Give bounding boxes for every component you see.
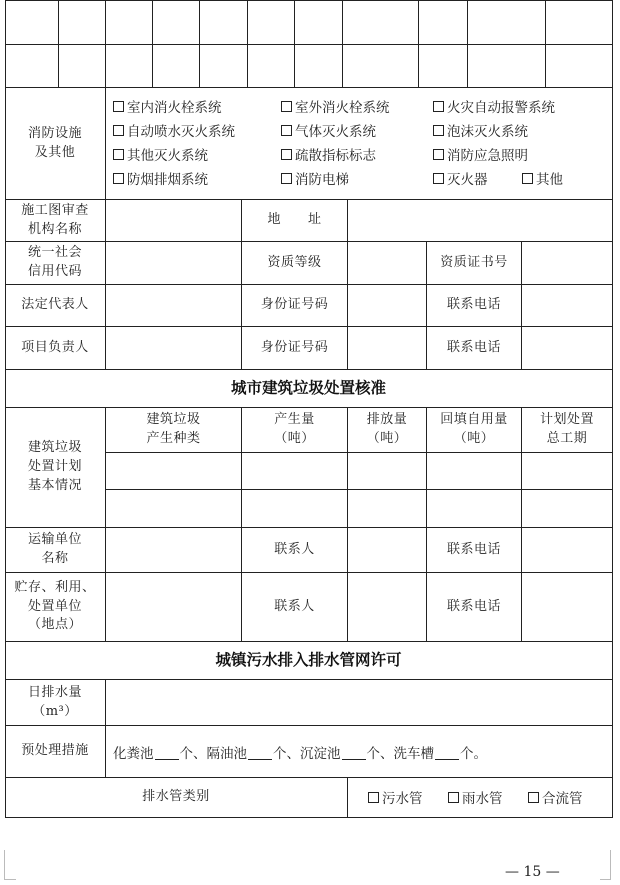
checkbox-icon[interactable]	[433, 101, 444, 112]
option-fire-alarm[interactable]: 火灾自动报警系统	[433, 96, 555, 116]
storage-value[interactable]	[106, 573, 242, 642]
pipe-option-combined[interactable]: 合流管	[528, 787, 583, 807]
checkbox-icon[interactable]	[433, 173, 444, 184]
legal-rep-phone-label: 联系电话	[427, 285, 522, 327]
oil-trap-text: 个、隔油池	[179, 746, 247, 762]
empty-cell[interactable]	[546, 45, 613, 88]
empty-cell[interactable]	[200, 0, 248, 45]
checkbox-icon[interactable]	[433, 149, 444, 160]
settling-tank-text: 个、沉淀池	[273, 746, 341, 762]
checkbox-icon[interactable]	[113, 101, 124, 112]
option-extinguisher[interactable]: 灭火器	[433, 168, 488, 188]
storage-contact-value[interactable]	[348, 573, 427, 642]
qualification-label: 资质等级	[242, 242, 348, 285]
project-lead-label: 项目负责人	[5, 327, 106, 370]
empty-cell[interactable]	[5, 0, 59, 45]
header-waste-type: 建筑垃圾 产生种类	[106, 408, 242, 453]
empty-cell[interactable]	[343, 45, 419, 88]
waste-data-cell[interactable]	[242, 453, 348, 490]
empty-cell[interactable]	[248, 0, 295, 45]
checkbox-icon[interactable]	[522, 173, 533, 184]
empty-cell[interactable]	[153, 45, 200, 88]
storage-contact-label: 联系人	[242, 573, 348, 642]
checkbox-icon[interactable]	[113, 173, 124, 184]
pretreatment-end-text: 个。	[460, 746, 487, 762]
option-fire-elevator[interactable]: 消防电梯	[281, 168, 349, 188]
option-smoke-exhaust[interactable]: 防烟排烟系统	[113, 168, 208, 188]
option-other-extinguishing[interactable]: 其他灭火系统	[113, 144, 208, 164]
checkbox-icon[interactable]	[281, 173, 292, 184]
header-discharged: 排放量 （吨）	[348, 408, 427, 453]
storage-phone-label: 联系电话	[427, 573, 522, 642]
legal-rep-id-value[interactable]	[348, 285, 427, 327]
empty-cell[interactable]	[468, 0, 546, 45]
address-value[interactable]	[348, 200, 613, 242]
waste-data-cell[interactable]	[522, 490, 613, 528]
sewage-section-title: 城镇污水排入排水管网许可	[5, 642, 613, 680]
waste-data-cell[interactable]	[242, 490, 348, 528]
pipe-type-label: 排水管类别	[5, 778, 348, 818]
crop-mark	[4, 879, 16, 880]
wash-trough-text: 个、洗车槽	[366, 746, 434, 762]
header-backfill: 回填自用量 （吨）	[427, 408, 522, 453]
empty-cell[interactable]	[200, 45, 248, 88]
option-sprinkler[interactable]: 自动喷水灭火系统	[113, 120, 235, 140]
option-indoor-hydrant[interactable]: 室内消火栓系统	[113, 96, 222, 116]
daily-discharge-value[interactable]	[106, 680, 613, 726]
option-other[interactable]: 其他	[522, 168, 563, 188]
pipe-option-sewage[interactable]: 污水管	[368, 787, 423, 807]
project-lead-id-value[interactable]	[348, 327, 427, 370]
crop-mark	[600, 879, 611, 880]
transport-value[interactable]	[106, 528, 242, 573]
option-outdoor-hydrant[interactable]: 室外消火栓系统	[281, 96, 390, 116]
checkbox-icon[interactable]	[281, 149, 292, 160]
transport-contact-label: 联系人	[242, 528, 348, 573]
option-evacuation-sign[interactable]: 疏散指标标志	[281, 144, 376, 164]
waste-data-cell[interactable]	[427, 453, 522, 490]
review-org-name-value[interactable]	[106, 200, 242, 242]
empty-cell[interactable]	[343, 0, 419, 45]
empty-cell[interactable]	[59, 45, 106, 88]
empty-cell[interactable]	[546, 0, 613, 45]
legal-rep-value[interactable]	[106, 285, 242, 327]
oil-trap-count[interactable]	[248, 745, 272, 760]
transport-phone-value[interactable]	[522, 528, 613, 573]
cert-no-value[interactable]	[522, 242, 613, 285]
waste-data-cell[interactable]	[106, 453, 242, 490]
waste-data-cell[interactable]	[348, 453, 427, 490]
daily-discharge-label: 日排水量 （m³）	[5, 680, 106, 726]
empty-cell[interactable]	[5, 45, 59, 88]
empty-cell[interactable]	[468, 45, 546, 88]
septic-tank-count[interactable]	[155, 745, 179, 760]
transport-contact-value[interactable]	[348, 528, 427, 573]
empty-cell[interactable]	[106, 0, 153, 45]
checkbox-icon[interactable]	[528, 792, 539, 803]
option-emergency-lighting[interactable]: 消防应急照明	[433, 144, 528, 164]
option-foam-extinguishing[interactable]: 泡沫灭火系统	[433, 120, 528, 140]
credit-code-label: 统一社会 信用代码	[5, 242, 106, 285]
qualification-value[interactable]	[348, 242, 427, 285]
legal-rep-id-label: 身份证号码	[242, 285, 348, 327]
settling-tank-count[interactable]	[342, 745, 366, 760]
legal-rep-phone-value[interactable]	[522, 285, 613, 327]
waste-data-cell[interactable]	[427, 490, 522, 528]
pretreatment-label: 预处理措施	[5, 726, 106, 778]
transport-label: 运输单位 名称	[5, 528, 106, 573]
empty-cell[interactable]	[153, 0, 200, 45]
storage-phone-value[interactable]	[522, 573, 613, 642]
pipe-option-rain[interactable]: 雨水管	[448, 787, 503, 807]
empty-cell[interactable]	[419, 45, 468, 88]
pretreatment-line	[113, 727, 487, 777]
credit-code-value[interactable]	[106, 242, 242, 285]
storage-label: 贮存、利用、 处置单位 （地点）	[5, 573, 106, 642]
checkbox-icon[interactable]	[281, 101, 292, 112]
empty-cell[interactable]	[106, 45, 153, 88]
wash-trough-count[interactable]	[435, 745, 459, 760]
address-label: 地 址	[242, 200, 348, 242]
page-number: — 15 —	[505, 864, 560, 880]
waste-data-cell[interactable]	[348, 490, 427, 528]
checkbox-icon[interactable]	[368, 792, 379, 803]
empty-cell[interactable]	[59, 0, 106, 45]
crop-mark	[4, 850, 5, 880]
empty-cell[interactable]	[295, 45, 343, 88]
septic-tank-text: 化粪池	[113, 746, 154, 762]
project-lead-phone-value[interactable]	[522, 327, 613, 370]
empty-cell[interactable]	[419, 0, 468, 45]
waste-plan-label: 建筑垃圾 处置计划 基本情况	[5, 408, 106, 528]
checkbox-icon[interactable]	[113, 125, 124, 136]
cert-no-label: 资质证书号	[427, 242, 522, 285]
checkbox-icon[interactable]	[433, 125, 444, 136]
checkbox-icon[interactable]	[281, 125, 292, 136]
waste-data-cell[interactable]	[522, 453, 613, 490]
crop-mark	[610, 850, 611, 880]
checkbox-icon[interactable]	[113, 149, 124, 160]
option-gas-extinguishing[interactable]: 气体灭火系统	[281, 120, 376, 140]
fire-facilities-label: 消防设施 及其他	[5, 88, 106, 200]
header-generated: 产生量 （吨）	[242, 408, 348, 453]
transport-phone-label: 联系电话	[427, 528, 522, 573]
project-lead-id-label: 身份证号码	[242, 327, 348, 370]
legal-rep-label: 法定代表人	[5, 285, 106, 327]
project-lead-phone-label: 联系电话	[427, 327, 522, 370]
checkbox-icon[interactable]	[448, 792, 459, 803]
empty-cell[interactable]	[295, 0, 343, 45]
header-duration: 计划处置 总工期	[522, 408, 613, 453]
waste-data-cell[interactable]	[106, 490, 242, 528]
empty-cell[interactable]	[248, 45, 295, 88]
waste-section-title: 城市建筑垃圾处置核准	[5, 370, 613, 408]
project-lead-value[interactable]	[106, 327, 242, 370]
review-org-name-label: 施工图审查 机构名称	[5, 200, 106, 242]
